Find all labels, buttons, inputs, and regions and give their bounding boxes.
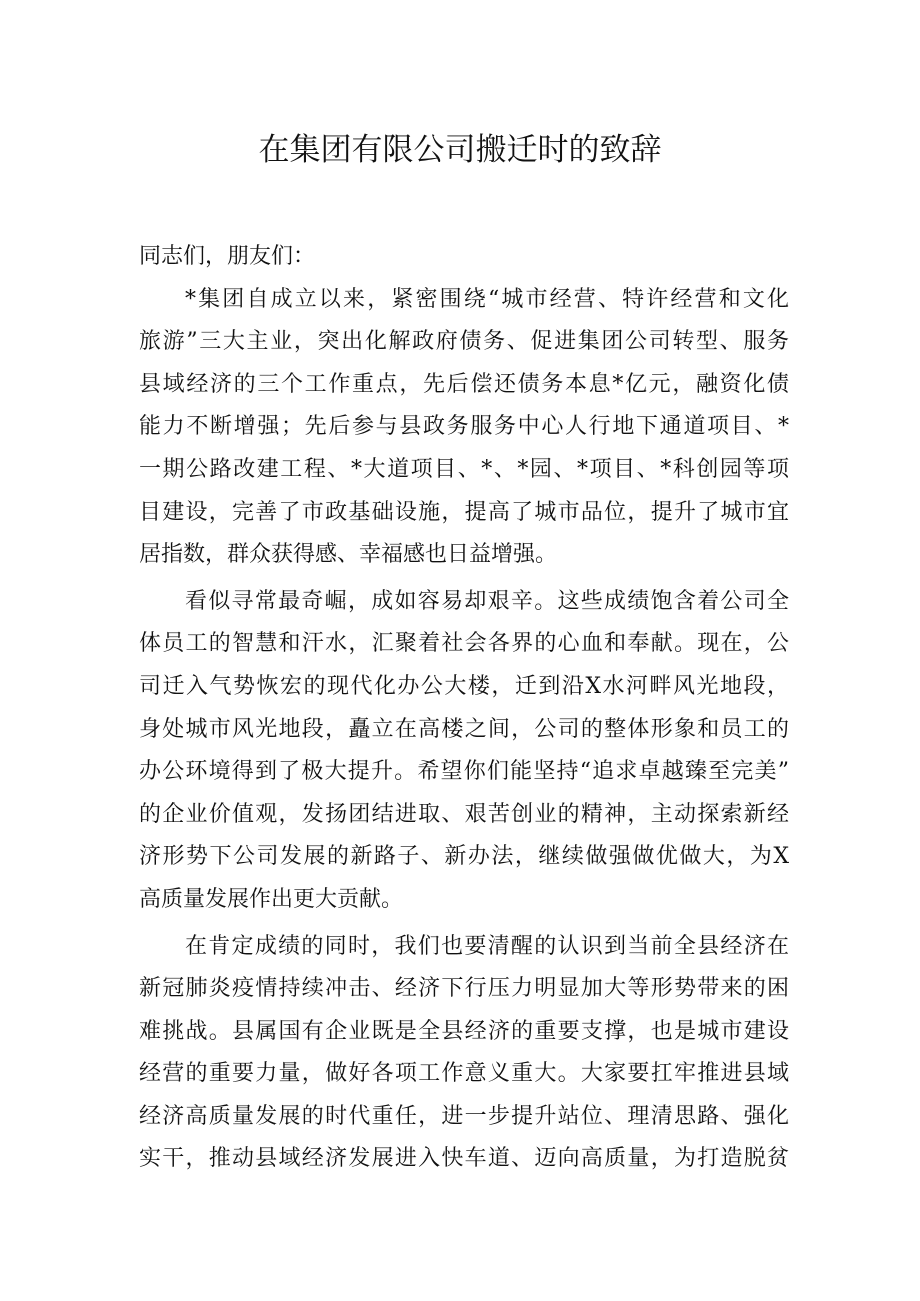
paragraph-2: [139, 581, 789, 922]
paragraph-3: [139, 926, 789, 1182]
paragraph-line: 旅游”三大主业，突出化解政府债务、促进集团公司转型、服务: [139, 329, 789, 355]
paragraph-line: 实干，推动县域经济发展进入快车道、迈向高质量，为打造脱贫: [139, 1146, 789, 1172]
paragraph-line: 新冠肺炎疫情持续冲击、经济下行压力明显加大等形势带来的困: [139, 976, 789, 1002]
paragraph-line: 目建设，完善了市政基础设施，提高了城市品位，提升了城市宜: [139, 499, 789, 525]
paragraph-line: 体员工的智慧和汗水，汇聚着社会各界的心血和奉献。现在，公: [139, 631, 789, 657]
paragraph-line: 县域经济的三个工作重点，先后偿还债务本息*亿元，融资化债: [139, 371, 789, 397]
document-title: 在集团有限公司搬迁时的致辞: [258, 132, 662, 168]
paragraph-line: 经济高质量发展的时代重任，进一步提升站位、理清思路、强化: [139, 1103, 789, 1129]
paragraph-line: *集团自成立以来，紧密围绕“城市经营、特许经营和文化: [185, 286, 789, 312]
paragraph-line: 看似寻常最奇崛，成如容易却艰辛。这些成绩饱含着公司全: [185, 588, 789, 614]
document-body: [139, 236, 789, 1181]
paragraph-line: 的企业价值观，发扬团结进取、艰苦创业的精神，主动探索新经: [139, 801, 789, 827]
paragraph-line: 办公环境得到了极大提升。希望你们能坚持“追求卓越臻至完美”: [139, 759, 789, 785]
paragraph-line: 一期公路改建工程、*大道项目、*、*园、*项目、*科创园等项: [139, 456, 789, 482]
paragraph-line: 高质量发展作出更大贡献。: [139, 886, 404, 912]
greeting: 同志们，朋友们：: [139, 244, 316, 269]
paragraph-line: 经营的重要力量，做好各项工作意义重大。大家要扛牢推进县域: [139, 1061, 789, 1087]
paragraph-line: 济形势下公司发展的新路子、新办法，继续做强做优做大，为X: [139, 844, 789, 870]
paragraph-1: [139, 279, 789, 577]
paragraph-line: 难挑战。县属国有企业既是全县经济的重要支撑，也是城市建设: [139, 1018, 789, 1044]
paragraph-line: 身处城市风光地段，矗立在高楼之间，公司的整体形象和员工的: [139, 716, 789, 742]
paragraph-line: 居指数，群众获得感、幸福感也日益增强。: [139, 542, 558, 568]
paragraph-line: 在肯定成绩的同时，我们也要清醒的认识到当前全县经济在: [185, 933, 789, 959]
paragraph-line: 能力不断增强；先后参与县政务服务中心人行地下通道项目、*: [139, 414, 789, 440]
paragraph-line: 司迁入气势恢宏的现代化办公大楼，迁到沿X水河畔风光地段，: [139, 673, 789, 699]
